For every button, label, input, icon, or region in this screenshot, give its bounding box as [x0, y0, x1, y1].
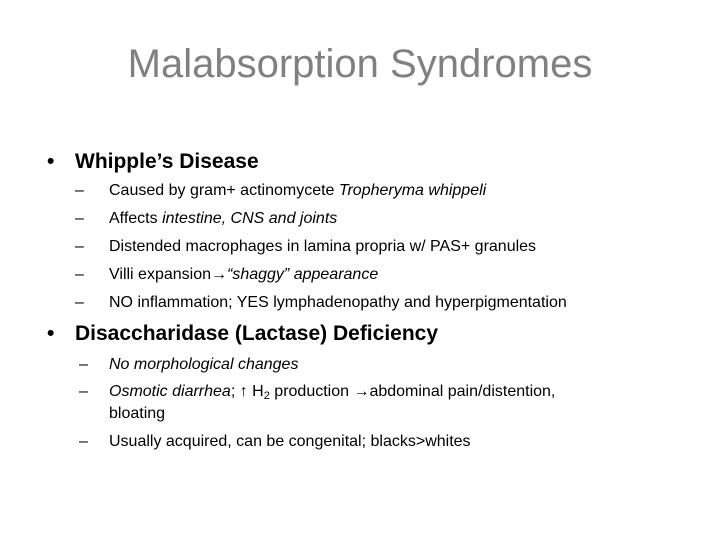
bullet-glyph: • [47, 322, 55, 345]
section-heading-disaccharidase [47, 322, 438, 346]
list-item [75, 210, 337, 228]
item-text: NO inflammation; YES lymphadenopathy and hyperpigmentation [109, 294, 567, 311]
bullet-glyph: • [47, 150, 55, 173]
list-item-continuation: bloating [109, 405, 166, 422]
section-heading-whipples [47, 150, 259, 174]
list-item [75, 294, 567, 312]
slide-title: Malabsorption Syndromes [127, 42, 593, 86]
item-italic: No morphological changes [109, 356, 299, 373]
item-text: Distended macrophages in lamina propria w/ PAS+ granules [109, 238, 537, 255]
dash-glyph: – [79, 383, 88, 400]
dash-glyph: – [75, 294, 84, 311]
item-text: production [269, 383, 354, 400]
section-heading-text: Whipple’s Disease [75, 150, 259, 173]
item-italic: intestine, CNS and joints [162, 210, 338, 227]
item-text: Affects [109, 210, 163, 227]
dash-glyph: – [75, 266, 84, 283]
item-italic: “shaggy” appearance [227, 266, 379, 283]
list-item [79, 433, 471, 451]
right-arrow-icon: → [353, 383, 370, 400]
dash-glyph: – [79, 433, 88, 450]
section-heading-text: Disaccharidase (Lactase) Deficiency [75, 322, 439, 345]
right-arrow-icon: → [211, 266, 227, 283]
dash-glyph: – [75, 210, 84, 227]
item-text: Usually acquired, can be congenital; blacks>whites [109, 433, 471, 450]
item-italic: Tropheryma whippeli [338, 182, 487, 199]
dash-glyph: – [75, 238, 84, 255]
item-italic: Osmotic diarrhea [109, 383, 231, 400]
dash-glyph: – [79, 356, 88, 373]
list-item [75, 266, 378, 284]
subscript: 2 [263, 390, 270, 402]
item-text: Caused by gram+ actinomycete [109, 182, 339, 199]
list-item [79, 383, 555, 402]
list-item [79, 356, 298, 374]
item-text: abdominal pain/distention, [369, 383, 556, 400]
item-text: ; ↑ H [230, 383, 264, 400]
list-item [75, 182, 486, 200]
dash-glyph: – [75, 182, 84, 199]
list-item [75, 238, 536, 256]
item-text: Villi expansion [109, 266, 211, 283]
